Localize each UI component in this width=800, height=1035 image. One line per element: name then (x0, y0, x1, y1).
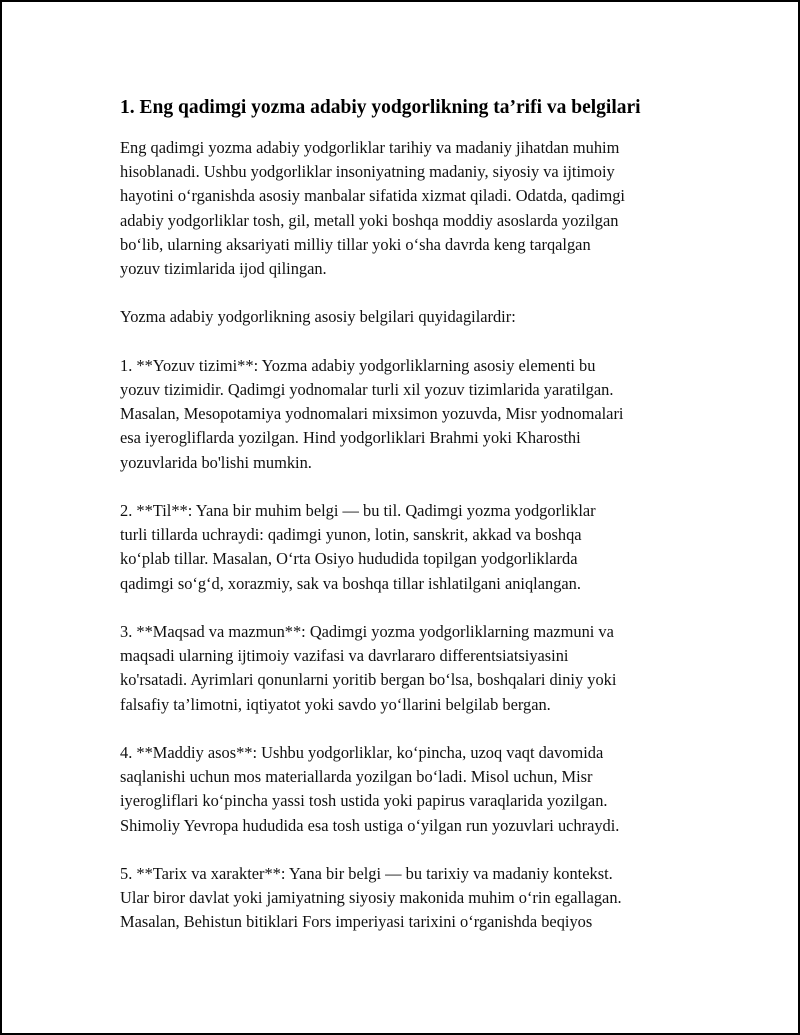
text-line: ko'rsatadi. Ayrimlari qonunlarni yoritib bergan bo‘lsa, boshqalari diniy yoki (120, 670, 617, 690)
text-line: yozuv tizimidir. Qadimgi yodnomalar turli xil yozuv tizimlarida yaratilgan. (120, 380, 614, 399)
text-line: Eng qadimgi yozma adabiy yodgorliklar tarihiy va madaniy jihatdan muhim (120, 138, 620, 157)
feature-writing-system-paragraph (120, 354, 710, 475)
text-line: 5. **Tarix va xarakter**: Yana bir belgi — bu tarixiy va madaniy kontekst. (120, 864, 613, 883)
text-line: 3. **Maqsad va mazmun**: Qadimgi yozma yodgorliklarning mazmuni va (120, 622, 614, 641)
text-line: Yozma adabiy yodgorlikning asosiy belgilari quyidagilardir: (120, 307, 516, 327)
text-line: ko‘plab tillar. Masalan, O‘rta Osiyo hududida topilgan yodgorliklarda (120, 549, 578, 569)
text-line: Shimoliy Yevropa hududida esa tosh ustiga o‘yilgan run yozuvlari uchraydi. (120, 815, 620, 835)
text-line: 1. **Yozuv tizimi**: Yozma adabiy yodgorliklarning asosiy elementi bu (120, 355, 596, 375)
text-line: falsafiy ta’limotni, iqtiyatot yoki savdo yo‘llarini belgilab bergan. (120, 694, 551, 714)
text-line: iyerogliflari ko‘pincha yassi tosh ustida yoki papirus varaqlarida yozilgan. (120, 791, 608, 811)
text-line: bo‘lib, ularning aksariyati milliy tillar yoki o‘sha davrda keng tarqalgan (120, 234, 591, 254)
text-line: Ular biror davlat yoki jamiyatning siyosiy makonida muhim o‘rin egallagan. (120, 888, 622, 908)
text-line: yozuvlarida bo'lishi mumkin. (120, 452, 312, 472)
feature-language-paragraph (120, 499, 710, 596)
features-intro-paragraph (120, 305, 710, 329)
text-line: qadimgi so‘g‘d, xorazmiy, sak va boshqa tillar ishlatilgani aniqlangan. (120, 573, 581, 593)
paragraphs (120, 136, 710, 935)
text-line: hisoblanadi. Ushbu yodgorliklar insoniyatning madaniy, siyosiy va ijtimoiy (120, 162, 615, 182)
text-line: saqlanishi uchun mos materiallarda yozilgan bo‘ladi. Misol uchun, Misr (120, 767, 593, 787)
section-heading: 1. Eng qadimgi yozma adabiy yodgorlikning ta’rifi va belgilari (120, 97, 641, 118)
text-line: Masalan, Mesopotamiya yodnomalari mixsimon yozuvda, Misr yodnomalari (120, 404, 624, 424)
feature-material-paragraph (120, 741, 710, 838)
text-line: 2. **Til**: Yana bir muhim belgi — bu til. Qadimgi yozma yodgorliklar (120, 501, 596, 520)
text-line: esa iyerogliflarda yozilgan. Hind yodgorliklari Brahmi yoki Kharosthi (120, 428, 581, 448)
text-line: yozuv tizimlarida ijod qilingan. (120, 259, 327, 279)
text-line: hayotini o‘rganishda asosiy manbalar sifatida xizmat qiladi. Odatda, qadimgi (120, 186, 625, 206)
text-line: turli tillarda uchraydi: qadimgi yunon, lotin, sanskrit, akkad va boshqa (120, 525, 582, 545)
text-line: adabiy yodgorliklar tosh, gil, metall yoki boshqa moddiy asoslarda yozilgan (120, 210, 619, 230)
intro-paragraph (120, 136, 710, 281)
text-line: maqsadi ularning ijtimoiy vazifasi va davrlararo differentsiatsiyasini (120, 646, 569, 666)
feature-history-paragraph (120, 862, 710, 935)
text-line: 4. **Maddiy asos**: Ushbu yodgorliklar, ko‘pincha, uzoq vaqt davomida (120, 743, 604, 762)
text-line: Masalan, Behistun bitiklari Fors imperiyasi tarixini o‘rganishda beqiyos (120, 912, 593, 932)
feature-purpose-paragraph (120, 620, 710, 717)
document-body (120, 94, 710, 959)
